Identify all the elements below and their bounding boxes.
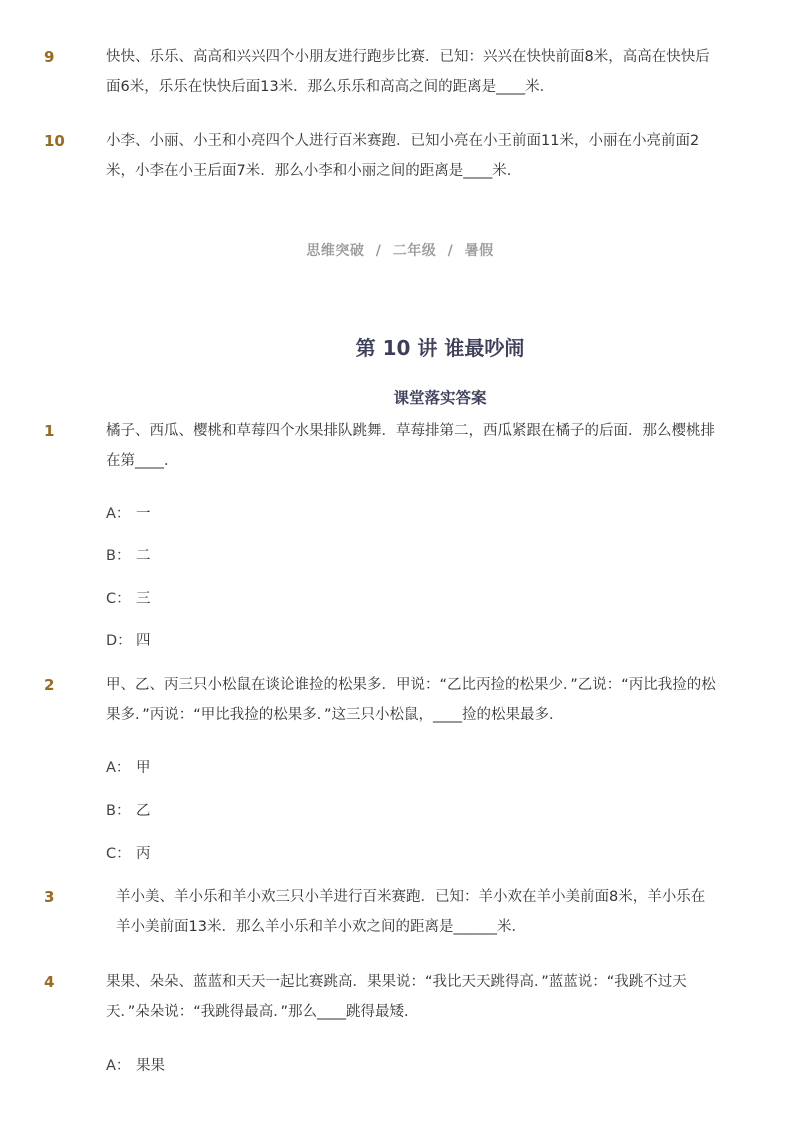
option-letter: B： <box>106 803 131 819</box>
question-text: 快快、乐乐、高高和兴兴四个小朋友进行跑步比赛．已知：兴兴在快快前面8米，高高在快快后面6米，乐乐在快快后面13米．那么乐乐和高高之间的距离是____米． <box>106 49 710 95</box>
lesson-title: 第 10 讲 谁最吵闹 <box>355 336 525 360</box>
option-b <box>106 800 151 822</box>
question-text: 甲、乙、丙三只小松鼠在谈论谁捡的松果多．甲说：“乙比丙捡的松果少．”乙说：“丙比我捡的松果多．”丙说：“甲比我捡的松果多．”这三只小松鼠，____捡的松果最多． <box>106 677 716 723</box>
footer-series: 思维突破 <box>306 243 365 259</box>
question-number: 10 <box>44 132 65 150</box>
option-value: 三 <box>136 591 151 607</box>
question-number: 4 <box>44 973 55 991</box>
option-letter: B： <box>106 548 131 564</box>
option-a <box>106 503 151 525</box>
page-footer <box>0 240 800 260</box>
option-letter: A： <box>106 1058 131 1074</box>
question-text: 羊小美、羊小乐和羊小欢三只小羊进行百米赛跑．已知：羊小欢在羊小美前面8米，羊小乐在羊小美前面13米．那么羊小乐和羊小欢之间的距离是______米． <box>116 889 706 935</box>
question-number: 9 <box>44 48 55 66</box>
option-value: 甲 <box>136 760 151 776</box>
question-text: 果果、朵朵、蓝蓝和天天一起比赛跳高．果果说：“我比天天跳得高．”蓝蓝说：“我跳不过天天．”朵朵说：“我跳得最高．”那么____跳得最矮． <box>106 974 687 1020</box>
option-d <box>106 630 151 652</box>
option-value: 乙 <box>136 803 151 819</box>
option-c <box>106 843 151 865</box>
option-value: 四 <box>136 633 151 649</box>
option-a <box>106 1055 165 1077</box>
option-letter: A： <box>106 760 131 776</box>
question-text: 小李、小丽、小王和小亮四个人进行百米赛跑．已知小亮在小王前面11米，小丽在小亮前面2米，小李在小王后面7米．那么小李和小丽之间的距离是____米． <box>106 133 700 179</box>
question-number: 2 <box>44 676 55 694</box>
option-letter: C： <box>106 591 131 607</box>
section-title: 课堂落实答案 <box>393 389 487 407</box>
question-number: 3 <box>44 888 55 906</box>
footer-term: 暑假 <box>464 243 494 259</box>
footer-separator: / <box>375 243 382 259</box>
option-letter: C： <box>106 846 131 862</box>
footer-separator: / <box>447 243 454 259</box>
option-b <box>106 545 151 567</box>
option-letter: A： <box>106 506 131 522</box>
option-a <box>106 757 151 779</box>
option-value: 丙 <box>136 846 151 862</box>
option-letter: D： <box>106 633 132 649</box>
option-value: 二 <box>136 548 151 564</box>
question-number: 1 <box>44 422 55 440</box>
option-value: 果果 <box>136 1058 165 1074</box>
option-value: 一 <box>136 506 151 522</box>
footer-grade: 二年级 <box>392 243 437 259</box>
question-text: 橘子、西瓜、樱桃和草莓四个水果排队跳舞．草莓排第二，西瓜紧跟在橘子的后面．那么樱桃排在第____． <box>106 423 715 469</box>
option-c <box>106 588 151 610</box>
